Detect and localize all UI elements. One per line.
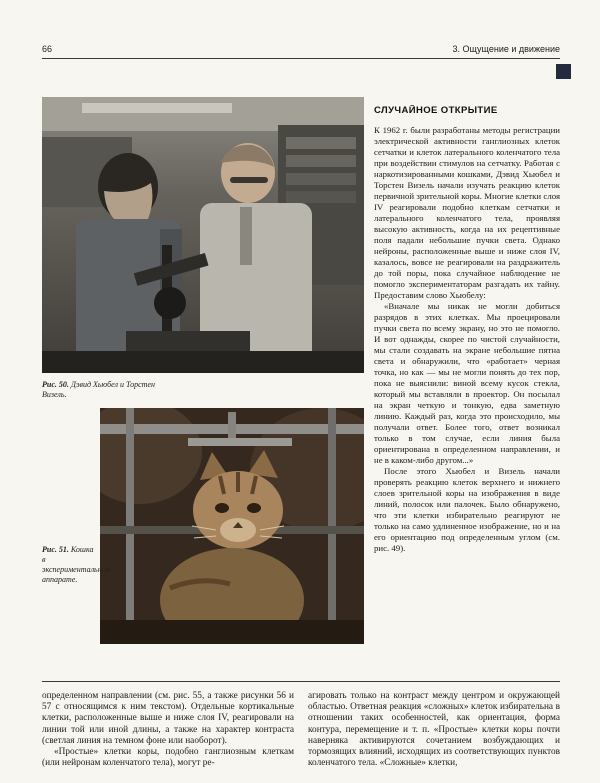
sidebar-article	[374, 105, 560, 677]
figure-51-text: Кошка в экспериментальном аппарате.	[42, 545, 111, 584]
chapter-corner-marker	[556, 64, 571, 79]
body-paragraph: «Простые» клетки коры, подобно ганглиозным клеткам (или нейронам коленчатого тела), могут ре-	[42, 747, 294, 769]
figure-50-text: Дэвид Хьюбел и Торстен Визель.	[42, 380, 155, 399]
figure-51-photo	[100, 408, 364, 644]
figure-51-label: Рис. 51.	[42, 545, 69, 554]
figure-51-caption	[42, 545, 111, 585]
two-column-text	[42, 691, 560, 781]
figure-50-photo	[42, 97, 364, 373]
running-head	[42, 44, 560, 54]
article-paragraph-3: После этого Хьюбел и Визель начали проверять реакцию клеток верхнего и нижнего слоев зрительной коры на изображения в виде линий, полосок или палочек. Было обнаружено, что эти клетки избирательно реагируют не только на само удлиненное изображение, но и на его ориентацию под определенным углом (см. рис. 49).	[374, 466, 560, 553]
figure-50-label: Рис. 50.	[42, 380, 69, 389]
article-paragraph-1: К 1962 г. были разработаны методы регистрации электрической активности ганглиозных клеток сетчатки и клеток латерального коленчатого тела при воздействии стимулов на сетчатку. Работая с наркотизированными кошками, Дэвид Хьюбел и Торстен Визель начали изучать реакцию клеток первичной зрительной коры. Многие клетки слоя IV реагировали подобно клеткам сетчатки и латерального коленчатого тела, проявляя высокую активность, когда на их рецептивные поля падали небольшие пучки света. Однако нейроны, расположенные выше и ниже слоя IV, казалось, вовсе не реагировали на раздражитель до той поры, пока случайное наблюдение не помогло экспериментаторам разгадать их тайну. Предоставим слово Хьюбелу:	[374, 125, 560, 300]
section-divider	[42, 681, 560, 682]
article-title: СЛУЧАЙНОЕ ОТКРЫТИЕ	[374, 105, 498, 116]
cat-photo-illustration	[100, 408, 364, 644]
body-paragraph: определенном направлении (см. рис. 55, а также рисунки 56 и 57 с относящимся к ним текстом). Отдельные кортикальные клетки, расположенные выше и ниже слоя IV, реагировали на линии той или иной длины, а также на характер контраста (светлая линия на темном фоне или наоборот).	[42, 691, 294, 746]
header-rule	[42, 58, 560, 59]
body-right-column	[308, 691, 560, 781]
figure-50-caption	[42, 380, 162, 400]
body-paragraph: агировать только на контраст между центром и окружающей областью. Ответная реакция «сложных» клеток избирательна в отношении таких особенностей, как ориентация, форма контура, перемещение и т. п. «Простые» клетки коры почти наверняка активируются сочетанием возбуждающих и тормозящих влияний, исходящих из соответствующих пунктов коленчатого тела. «Сложные» клетки,	[308, 691, 560, 769]
chapter-header: 3. Ощущение и движение	[452, 44, 560, 54]
article-paragraph-2: «Вначале мы никак не могли добиться разрядов в этих клетках. Мы проецировали пучки света по всему экрану, но это не помогло. И вот однажды, скорее по чистой случайности, мы стали создавать на экране небольшие пятна света и обнаружили, что «работает» черная точка, но как — мы не могли понять до тех пор, пока не выяснили: виной всему кусок стекла, который мы вставляли в проектор. Он посылал на экран четкую и тонкую, едва заметную линию. Каждый раз, когда это происходило, мы получали ответ. Более того, ответ возникал только в том случае, если линия была ориентирована в определенном направлении, и не в каком-либо другом...»	[374, 301, 560, 465]
page-number: 66	[42, 44, 53, 54]
lab-photo-illustration	[42, 97, 364, 373]
body-left-column	[42, 691, 294, 781]
